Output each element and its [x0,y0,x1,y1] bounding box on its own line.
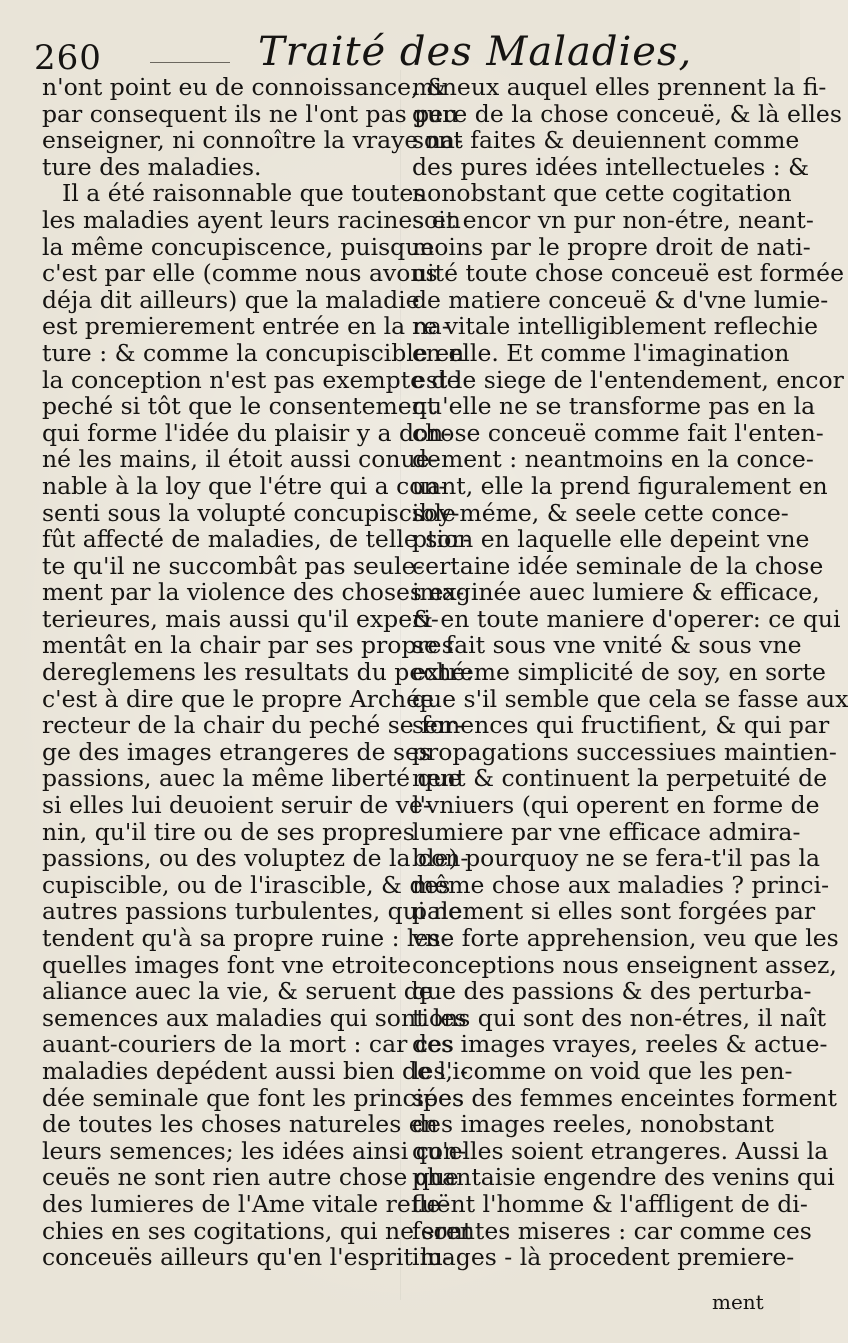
text-line: la conception n'est pas exempte de [42,365,461,394]
text-line: passions, ou des voluptez de la con- [42,844,469,873]
text-line: cupiscible, ou de l'irascible, & des [42,870,451,899]
text-line: se fait sous vne vnité & sous vne [412,631,802,660]
text-line: palement si elles sont forgées par [412,897,816,926]
catchword: ment [712,1290,764,1314]
text-line: tendent qu'à sa propre ruine : les- [42,924,449,952]
text-line: mineux auquel elles prennent la fi- [412,73,827,101]
text-line: par consequent ils ne l'ont pas peu [42,99,459,128]
text-line: des images reeles, nonobstant [412,1110,774,1139]
text-line: qui forme l'idée du plaisir y a don- [42,418,452,447]
text-line: maladies depédent aussi bien de l'i- [42,1056,468,1085]
text-line: est le siege de l'entendement, encor [412,365,844,394]
text-line: dement : neantmoins en la conce- [412,445,814,474]
text-line: la même concupiscence, puisque [42,232,435,261]
text-line: re vitale intelligiblement reflechie [412,312,819,341]
left-column [42,73,474,1272]
text-line: de matiere conceuë & d'vne lumie- [412,285,829,314]
text-line: semences qui fructifient, & qui par [412,711,830,740]
text-line: soy-méme, & seele cette conce- [412,498,789,527]
text-line: soit encor vn pur non-étre, neant- [412,205,814,234]
text-line: semences aux maladies qui sont les [42,1003,467,1032]
text-line: si elles lui deuoient seruir de ve- [42,791,431,820]
text-line: propagations successiues maintien- [412,737,837,766]
text-line: images - là procedent premiere- [412,1243,795,1272]
text-line: ption en laquelle elle depeint vne [412,525,810,554]
text-line: conceuës ailleurs qu'en l'esprit lu- [42,1243,451,1272]
header-rule [150,62,230,63]
text-line: te qu'il ne succombât pas seule- [42,551,424,580]
text-line: uité toute chose conceuë est formée [412,259,844,288]
text-line: l'vniuers (qui operent en forme de [412,791,820,820]
text-line: ture des maladies. [42,152,262,181]
text-line: les, comme on void que les pen- [412,1056,793,1085]
text-line: même chose aux maladies ? princi- [412,870,830,899]
right-column [412,73,848,1272]
text-line: sont faites & deuiennent comme [412,126,800,155]
text-line: des lumieres de l'Ame vitale refle- [42,1189,449,1218]
text-line: uant, elle la prend figuralement en [412,471,828,500]
text-line: que s'il semble que cela se fasse aux [412,684,848,713]
text-line: imaginée auec lumiere & efficace, [412,578,820,607]
text-line: peché si tôt que le consentement [42,392,437,421]
text-line: c'est par elle (comme nous avons [42,259,438,288]
text-line: senti sous la volupté concupiscible [42,498,456,527]
text-line: passions, auec la même liberté que [42,764,462,793]
text-line: dée seminale que font les principes [42,1083,465,1112]
page-number: 260 [34,38,102,78]
text-line: autres passions turbulentes, qui ne [42,897,462,926]
text-line: auant-couriers de la mort : car ces [42,1030,454,1059]
text-line: qu'elles soient etrangeres. Aussi la [412,1136,829,1165]
text-line: dereglemens les resultats du peché: [42,658,474,687]
text-line: n'ont point eu de connoissance, & [42,73,447,101]
text-line: terieures, mais aussi qu'il experi- [42,604,439,633]
text-line: de toutes les choses natureles en [42,1110,438,1139]
text-line: nent & continuent la perpetuité de [412,764,828,793]
text-line: ferentes miseres : car comme ces [412,1216,812,1245]
text-line: qu'elle ne se transforme pas en la [412,392,816,421]
text-line: ture : & comme la concupiscible en [42,338,465,367]
text-line: vne forte apprehension, veu que les [412,924,839,952]
text-line: gure de la chose conceuë, & là elles [412,99,842,128]
text-line: chies en ses cogitations, qui ne sont [42,1216,473,1245]
running-title: Traité des Maladies, [258,29,693,75]
text-line: né les mains, il étoit aussi conue- [42,445,438,474]
text-line: des pures idées intellectueles : & [412,152,810,181]
text-line: des images vrayes, reeles & actue- [412,1030,828,1059]
text-line: chose conceuë comme fait l'enten- [412,418,824,447]
text-line: en elle. Et comme l'imagination [412,338,790,367]
text-line: tions qui sont des non-étres, il naît [412,1003,827,1032]
text-line: fût affecté de maladies, de telle sor- [42,525,471,554]
text-line: les maladies ayent leurs racines en [42,205,461,234]
text-line: est premierement entrée en la na- [42,312,450,341]
text-line: mentât en la chair par ses propres [42,631,454,660]
text-line: ge des images etrangeres de ses [42,737,431,766]
text-line: certaine idée seminale de la chose [412,551,824,580]
text-line: ment par la violence des choses ex- [42,578,465,607]
text-line: leurs semences; les idées ainsi con- [42,1136,467,1165]
text-line: Il a été raisonnable que toutes [62,179,426,208]
text-line: recteur de la chair du peché se for- [42,711,464,740]
text-line: nable à la loy que l'étre qui a con- [42,471,447,500]
text-line: nonobstant que cette cogitation [412,179,792,208]
text-line: c'est à dire que le propre Archée [42,684,434,713]
text-line: ceuës ne sont rien autre chose que [42,1163,459,1192]
text-line: que des passions & des perturba- [412,977,812,1006]
text-line: conceptions nous enseignent assez, [412,950,837,979]
text-line: lumiere par vne efficace admira- [412,817,801,846]
text-line: enseigner, ni connoître la vraye na- [42,126,463,155]
text-line: sées des femmes enceintes forment [412,1083,837,1112]
text-line: quelles images font vne etroite [42,950,412,979]
text-line: moins par le propre droit de nati- [412,232,811,261]
text-line: tuënt l'homme & l'affligent de di- [412,1189,808,1218]
text-line: extreme simplicité de soy, en sorte [412,658,826,687]
text-line: aliance auec la vie, & seruent de [42,977,433,1006]
text-line: & en toute maniere d'operer: ce qui [412,604,841,633]
text-line: nin, qu'il tire ou de ses propres [42,817,415,846]
text-line: phantaisie engendre des venins qui [412,1163,835,1192]
text-line: ble) pourquoy ne se fera-t'il pas la [412,844,820,873]
text-line: déja dit ailleurs) que la maladie [42,285,420,314]
